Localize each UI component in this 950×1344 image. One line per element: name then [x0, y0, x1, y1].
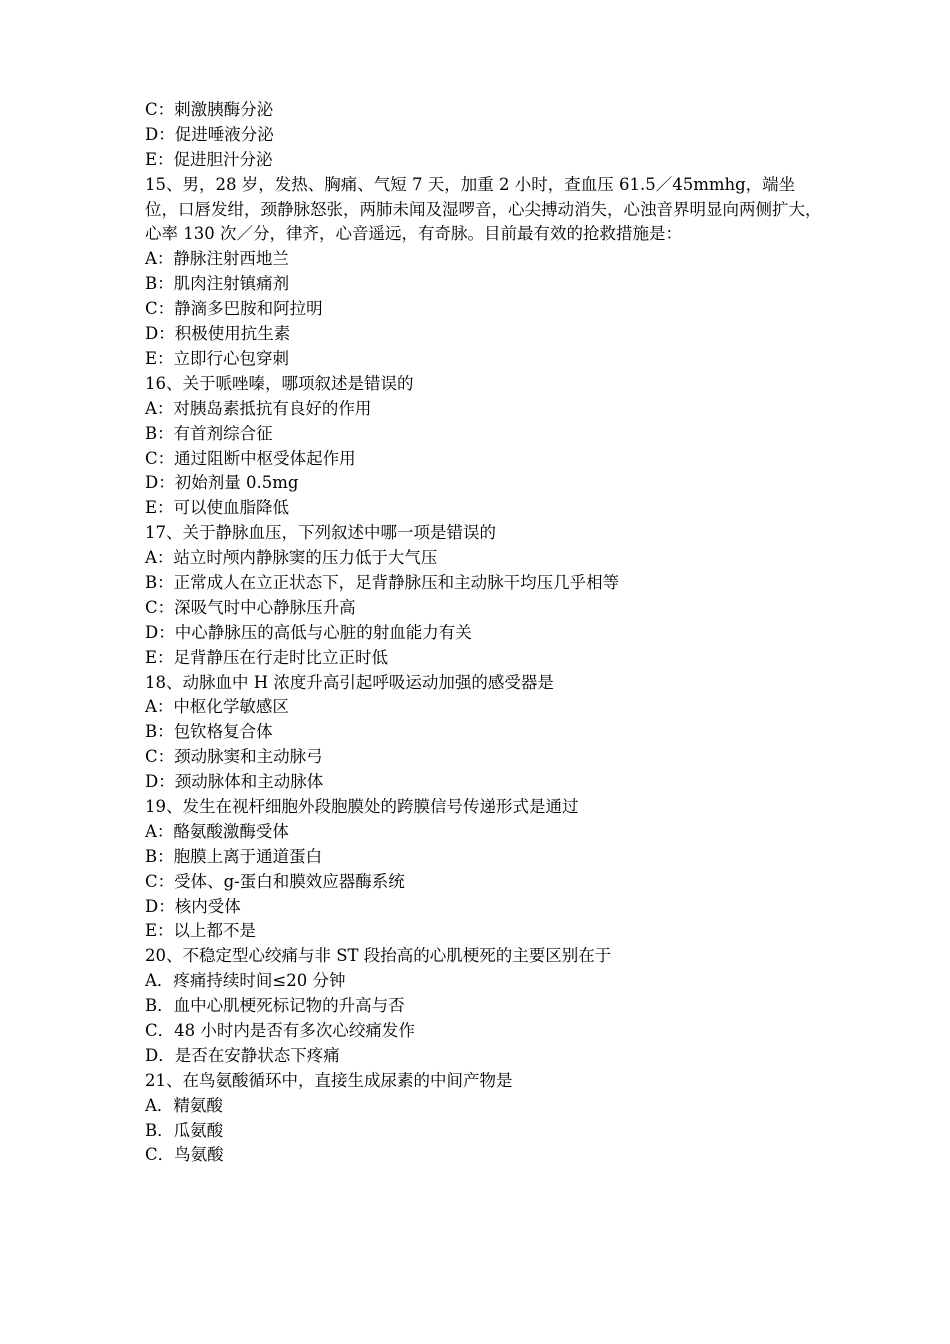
question-20-stem: 20、不稳定型心绞痛与非 ST 段抬高的心肌梗死的主要区别在于	[145, 946, 612, 966]
question-18-stem: 18、动脉血中 H 浓度升高引起呼吸运动加强的感受器是	[145, 672, 554, 692]
q18-option-c: C：颈动脉窦和主动脉弓	[145, 747, 323, 767]
q18-option-d: D：颈动脉体和主动脉体	[145, 772, 324, 792]
question-17-stem: 17、关于静脉血压，下列叙述中哪一项是错误的	[145, 523, 496, 543]
q19-option-e: E：以上都不是	[145, 921, 257, 941]
q17-option-b: B：正常成人在立正状态下，足背静脉压和主动脉干均压几乎相等	[145, 572, 620, 592]
q20-option-d: D．是否在安静状态下疼痛	[145, 1045, 340, 1065]
q17-option-d: D：中心静脉压的高低与心脏的射血能力有关	[145, 622, 472, 642]
question-16-stem: 16、关于哌唑嗪，哪项叙述是错误的	[145, 373, 414, 393]
q16-option-d: D：初始剂量 0.5mg	[145, 473, 299, 493]
q19-option-d: D：核内受体	[145, 896, 241, 916]
q17-option-e: E：足背静压在行走时比立正时低	[145, 647, 389, 667]
option-d-q14: D：促进唾液分泌	[145, 124, 274, 144]
q17-option-a: A：站立时颅内静脉窦的压力低于大气压	[145, 548, 438, 568]
option-c-q14: C：刺激胰酶分泌	[145, 100, 274, 119]
q21-option-a: A．精氨酸	[145, 1095, 223, 1115]
q15-option-e: E：立即行心包穿刺	[145, 348, 290, 368]
q15-option-d: D：积极使用抗生素	[145, 324, 291, 344]
q16-option-b: B：有首剂综合征	[145, 423, 273, 443]
q15-option-a: A：静脉注射西地兰	[145, 249, 289, 269]
q19-option-b: B：胞膜上离于通道蛋白	[145, 846, 323, 866]
q19-option-c: C：受体、g-蛋白和膜效应器酶系统	[145, 871, 405, 891]
q20-option-a: A．疼痛持续时间≤20 分钟	[145, 971, 346, 991]
q15-option-b: B：肌肉注射镇痛剂	[145, 274, 290, 294]
q15-option-c: C：静滴多巴胺和阿拉明	[145, 299, 323, 319]
q19-option-a: A：酪氨酸激酶受体	[145, 821, 289, 841]
question-21-stem: 21、在鸟氨酸循环中，直接生成尿素的中间产物是	[145, 1070, 513, 1090]
q16-option-c: C：通过阻断中枢受体起作用	[145, 448, 356, 468]
document-page	[145, 98, 825, 1168]
q21-option-c: C．鸟氨酸	[145, 1145, 224, 1165]
q18-option-b: B：包钦格复合体	[145, 722, 273, 742]
q20-option-c: C．48 小时内是否有多次心绞痛发作	[145, 1021, 415, 1040]
question-15-stem: 15、男，28 岁，发热、胸痛、气短 7 天，加重 2 小时，查血压 61.5／45mmhg，端坐位，口唇发绀，颈静脉怒张，两肺未闻及湿啰音，心尖搏动消失，心浊音界明显向两侧扩大，心率 130 次／分，律齐，心音遥远，有奇脉。目前最有效的抢救措施是：	[145, 174, 822, 244]
question-19-stem: 19、发生在视杆细胞外段胞膜处的跨膜信号传递形式是通过	[145, 796, 579, 816]
q21-option-b: B．瓜氨酸	[145, 1120, 224, 1140]
q16-option-a: A：对胰岛素抵抗有良好的作用	[145, 398, 372, 418]
option-e-q14: E：促进胆汁分泌	[145, 149, 273, 169]
q18-option-a: A：中枢化学敏感区	[145, 697, 289, 717]
q20-option-b: B．血中心肌梗死标记物的升高与否	[145, 996, 405, 1016]
q16-option-e: E：可以使血脂降低	[145, 498, 290, 518]
q17-option-c: C：深吸气时中心静脉压升高	[145, 597, 356, 617]
